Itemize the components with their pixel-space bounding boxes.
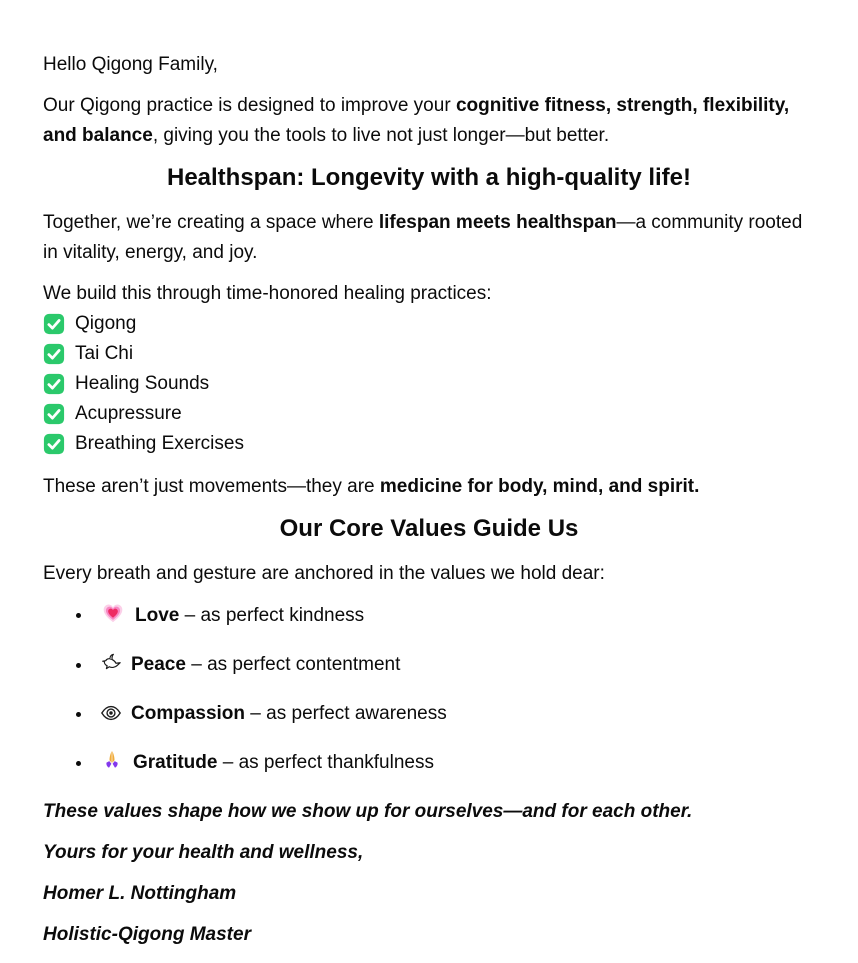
green-check-icon bbox=[43, 433, 65, 455]
intro-text-bold: cognitive fitness, strength, flexibility, and balance bbox=[43, 95, 790, 146]
value-term: Gratitude bbox=[133, 752, 218, 773]
value-term: Love bbox=[135, 605, 180, 626]
folded-hands-icon bbox=[100, 749, 124, 783]
practices-intro: We build this through time-honored healing practices: bbox=[43, 283, 492, 304]
green-check-icon bbox=[43, 313, 65, 335]
dove-icon bbox=[100, 653, 122, 685]
value-item-love bbox=[43, 600, 815, 636]
checklist-item bbox=[43, 399, 815, 429]
value-desc: – as perfect awareness bbox=[245, 703, 447, 724]
values-intro: Every breath and gesture are anchored in the values we hold dear: bbox=[43, 563, 605, 584]
together-text-bold: lifespan meets healthspan bbox=[378, 212, 617, 233]
checklist-item-label: Tai Chi bbox=[75, 343, 134, 364]
value-item-peace bbox=[43, 650, 815, 685]
green-check-icon bbox=[43, 403, 65, 425]
checklist-item bbox=[43, 369, 815, 399]
growing-heart-icon bbox=[100, 600, 126, 636]
medicine-paragraph bbox=[43, 472, 815, 502]
signature-name: Homer L. Nottingham bbox=[43, 883, 237, 904]
checklist-item bbox=[43, 429, 815, 459]
checklist-item-label: Healing Sounds bbox=[75, 373, 210, 394]
together-text-pre: Together, we’re creating a space where bbox=[43, 212, 379, 233]
value-desc: – as perfect thankfulness bbox=[217, 752, 434, 773]
greeting: Hello Qigong Family, bbox=[43, 54, 218, 75]
checklist-item-label: Qigong bbox=[75, 313, 137, 334]
signoff: Yours for your health and wellness, bbox=[43, 842, 364, 863]
intro-paragraph bbox=[43, 91, 815, 151]
green-check-icon bbox=[43, 343, 65, 365]
intro-text-pre: Our Qigong practice is designed to improve your bbox=[43, 95, 456, 116]
checklist-item-label: Breathing Exercises bbox=[75, 433, 244, 454]
checklist-item bbox=[43, 309, 815, 339]
practices-checklist bbox=[43, 309, 815, 459]
value-term: Compassion bbox=[131, 703, 246, 724]
checklist-item bbox=[43, 339, 815, 369]
together-text-post: —a community rooted in vitality, energy, and joy. bbox=[43, 212, 803, 263]
value-item-compassion bbox=[43, 699, 815, 734]
healthspan-heading: Healthspan: Longevity with a high-quality life! bbox=[166, 164, 692, 191]
core-values-heading: Our Core Values Guide Us bbox=[279, 515, 579, 542]
intro-text-post: , giving you the tools to live not just longer—but better. bbox=[152, 125, 610, 146]
medicine-text-bold: medicine for body, mind, and spirit. bbox=[379, 476, 700, 497]
value-term: Peace bbox=[131, 654, 186, 675]
checklist-item-label: Acupressure bbox=[75, 403, 182, 424]
values-list bbox=[43, 600, 815, 783]
green-check-icon bbox=[43, 373, 65, 395]
value-item-gratitude bbox=[43, 748, 815, 783]
value-desc: – as perfect kindness bbox=[179, 605, 365, 626]
together-paragraph bbox=[43, 208, 815, 268]
closing-statement: These values shape how we show up for ourselves—and for each other. bbox=[43, 801, 693, 822]
medicine-text-pre: These aren’t just movements—they are bbox=[43, 476, 380, 497]
signature-title: Holistic-Qigong Master bbox=[43, 924, 251, 945]
value-desc: – as perfect contentment bbox=[185, 654, 401, 675]
eye-icon bbox=[100, 702, 122, 734]
